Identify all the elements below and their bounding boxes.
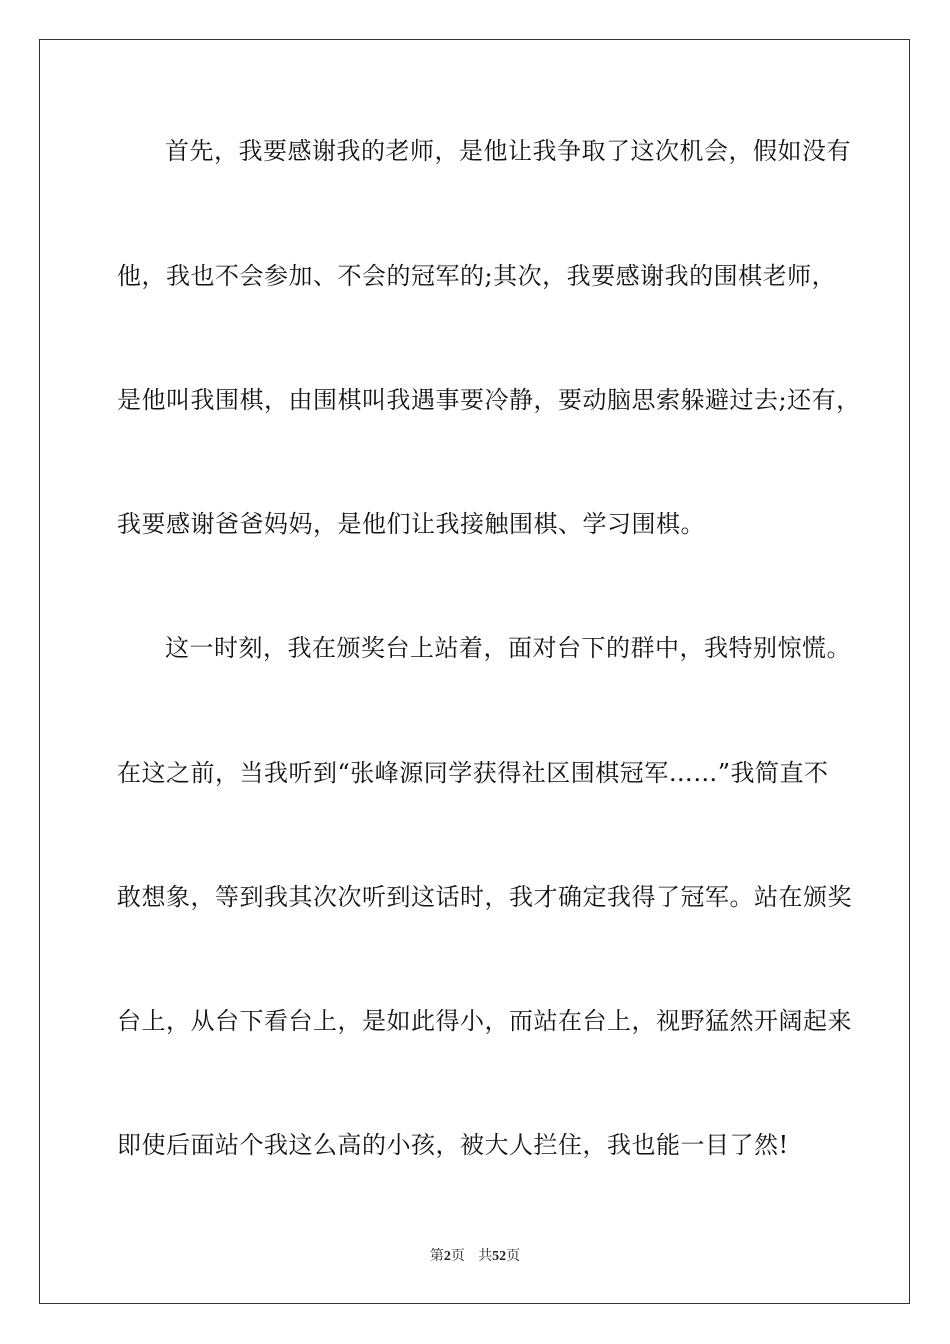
- paragraph-1-line-1: 首先，我要感谢我的老师，是他让我争取了这次机会，假如没有: [165, 137, 851, 165]
- paragraph-1-line-4: 我要感谢爸爸妈妈，是他们让我接触围棋、学习围棋。: [117, 510, 705, 538]
- page-number: 2: [443, 1249, 451, 1264]
- paragraph-2-line-3: 敢想象，等到我其次次听到这话时，我才确定我得了冠军。站在颁奖: [117, 883, 852, 911]
- paragraph-2-line-2: 在这之前，当我听到“张峰源同学获得社区围棋冠军……”我简直不: [117, 759, 829, 787]
- paragraph-2-line-5: 即使后面站个我这么高的小孩，被大人拦住，我也能一目了然!: [117, 1131, 789, 1159]
- total-pages: 52: [492, 1249, 507, 1264]
- page-prefix: 第: [429, 1248, 444, 1264]
- paragraph-1-line-2: 他，我也不会参加、不会的冠军的;其次，我要感谢我的围棋老师，: [117, 262, 837, 290]
- total-suffix: 页: [506, 1248, 521, 1264]
- paragraph-2-line-4: 台上，从台下看台上，是如此得小，而站在台上，视野猛然开阔起来: [117, 1007, 852, 1035]
- page-footer: [0, 1246, 950, 1267]
- page-border: [39, 39, 910, 1304]
- total-prefix: 共: [478, 1248, 493, 1264]
- paragraph-1-line-3: 是他叫我围棋，由围棋叫我遇事要冷静，要动脑思索躲避过去;还有，: [117, 386, 861, 414]
- page-suffix: 页: [450, 1248, 465, 1264]
- paragraph-2-line-1: 这一时刻，我在颁奖台上站着，面对台下的群中，我特别惊慌。: [165, 634, 851, 662]
